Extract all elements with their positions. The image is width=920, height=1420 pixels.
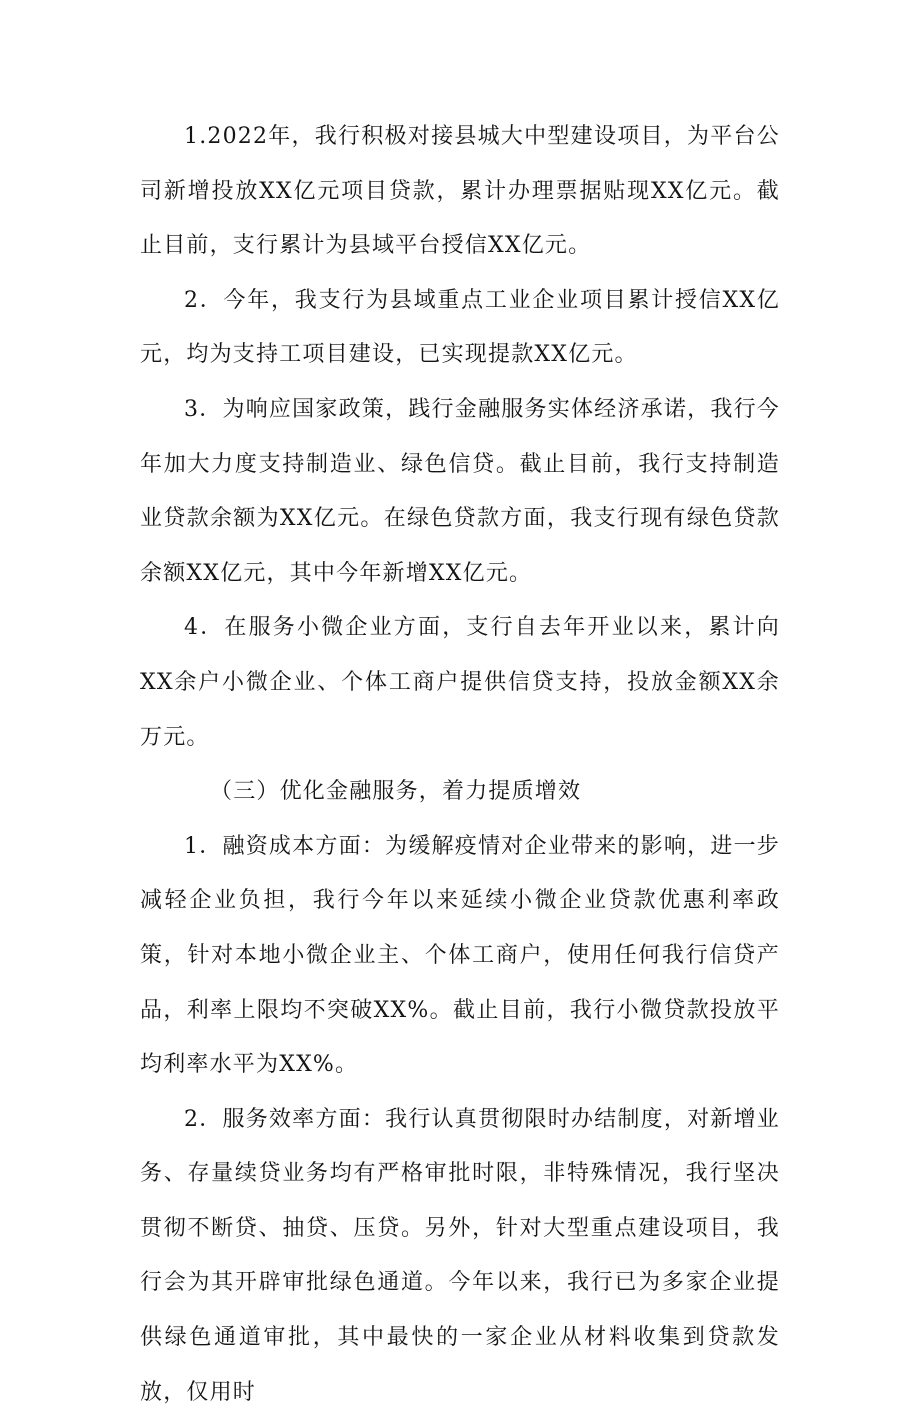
paragraph-item-4: 4．在服务小微企业方面，支行自去年开业以来，累计向XX余户小微企业、个体工商户提供信贷支持，投放金额XX余万元。 [140,615,780,750]
paragraph-item-3: 3．为响应国家政策，践行金融服务实体经济承诺，我行今年加大力度支持制造业、绿色信贷。截止目前，我行支持制造业贷款余额为XX亿元。在绿色贷款方面，我支行现有绿色贷款余额XX亿元，其中今年新增XX亿元。 [140,396,780,586]
paragraph-service-efficiency: 2．服务效率方面：我行认真贯彻限时办结制度，对新增业务、存量续贷业务均有严格审批时限，非特殊情况，我行坚决贯彻不断贷、抽贷、压贷。另外，针对大型重点建设项目，我行会为其开辟审批绿色通道。今年以来，我行已为多家企业提供绿色通道审批，其中最快的一家企业从材料收集到贷款发放，仅用时 [140,1106,780,1405]
document-body [140,110,780,1420]
paragraph-financing-cost: 1．融资成本方面：为缓解疫情对企业带来的影响，进一步减轻企业负担，我行今年以来延续小微企业贷款优惠利率政策，针对本地小微企业主、个体工商户，使用任何我行信贷产品，利率上限均不突破XX%。截止目前，我行小微贷款投放平均利率水平为XX%。 [140,833,780,1078]
paragraph-item-2: 2．今年，我支行为县域重点工业企业项目累计授信XX亿元，均为支持工项目建设，已实现提款XX亿元。 [140,287,780,368]
paragraph-item-1: 1.2022年，我行积极对接县城大中型建设项目，为平台公司新增投放XX亿元项目贷款，累计办理票据贴现XX亿元。截止目前，支行累计为县域平台授信XX亿元。 [140,124,780,259]
section-heading: （三）优化金融服务，着力提质增效 [210,779,582,805]
